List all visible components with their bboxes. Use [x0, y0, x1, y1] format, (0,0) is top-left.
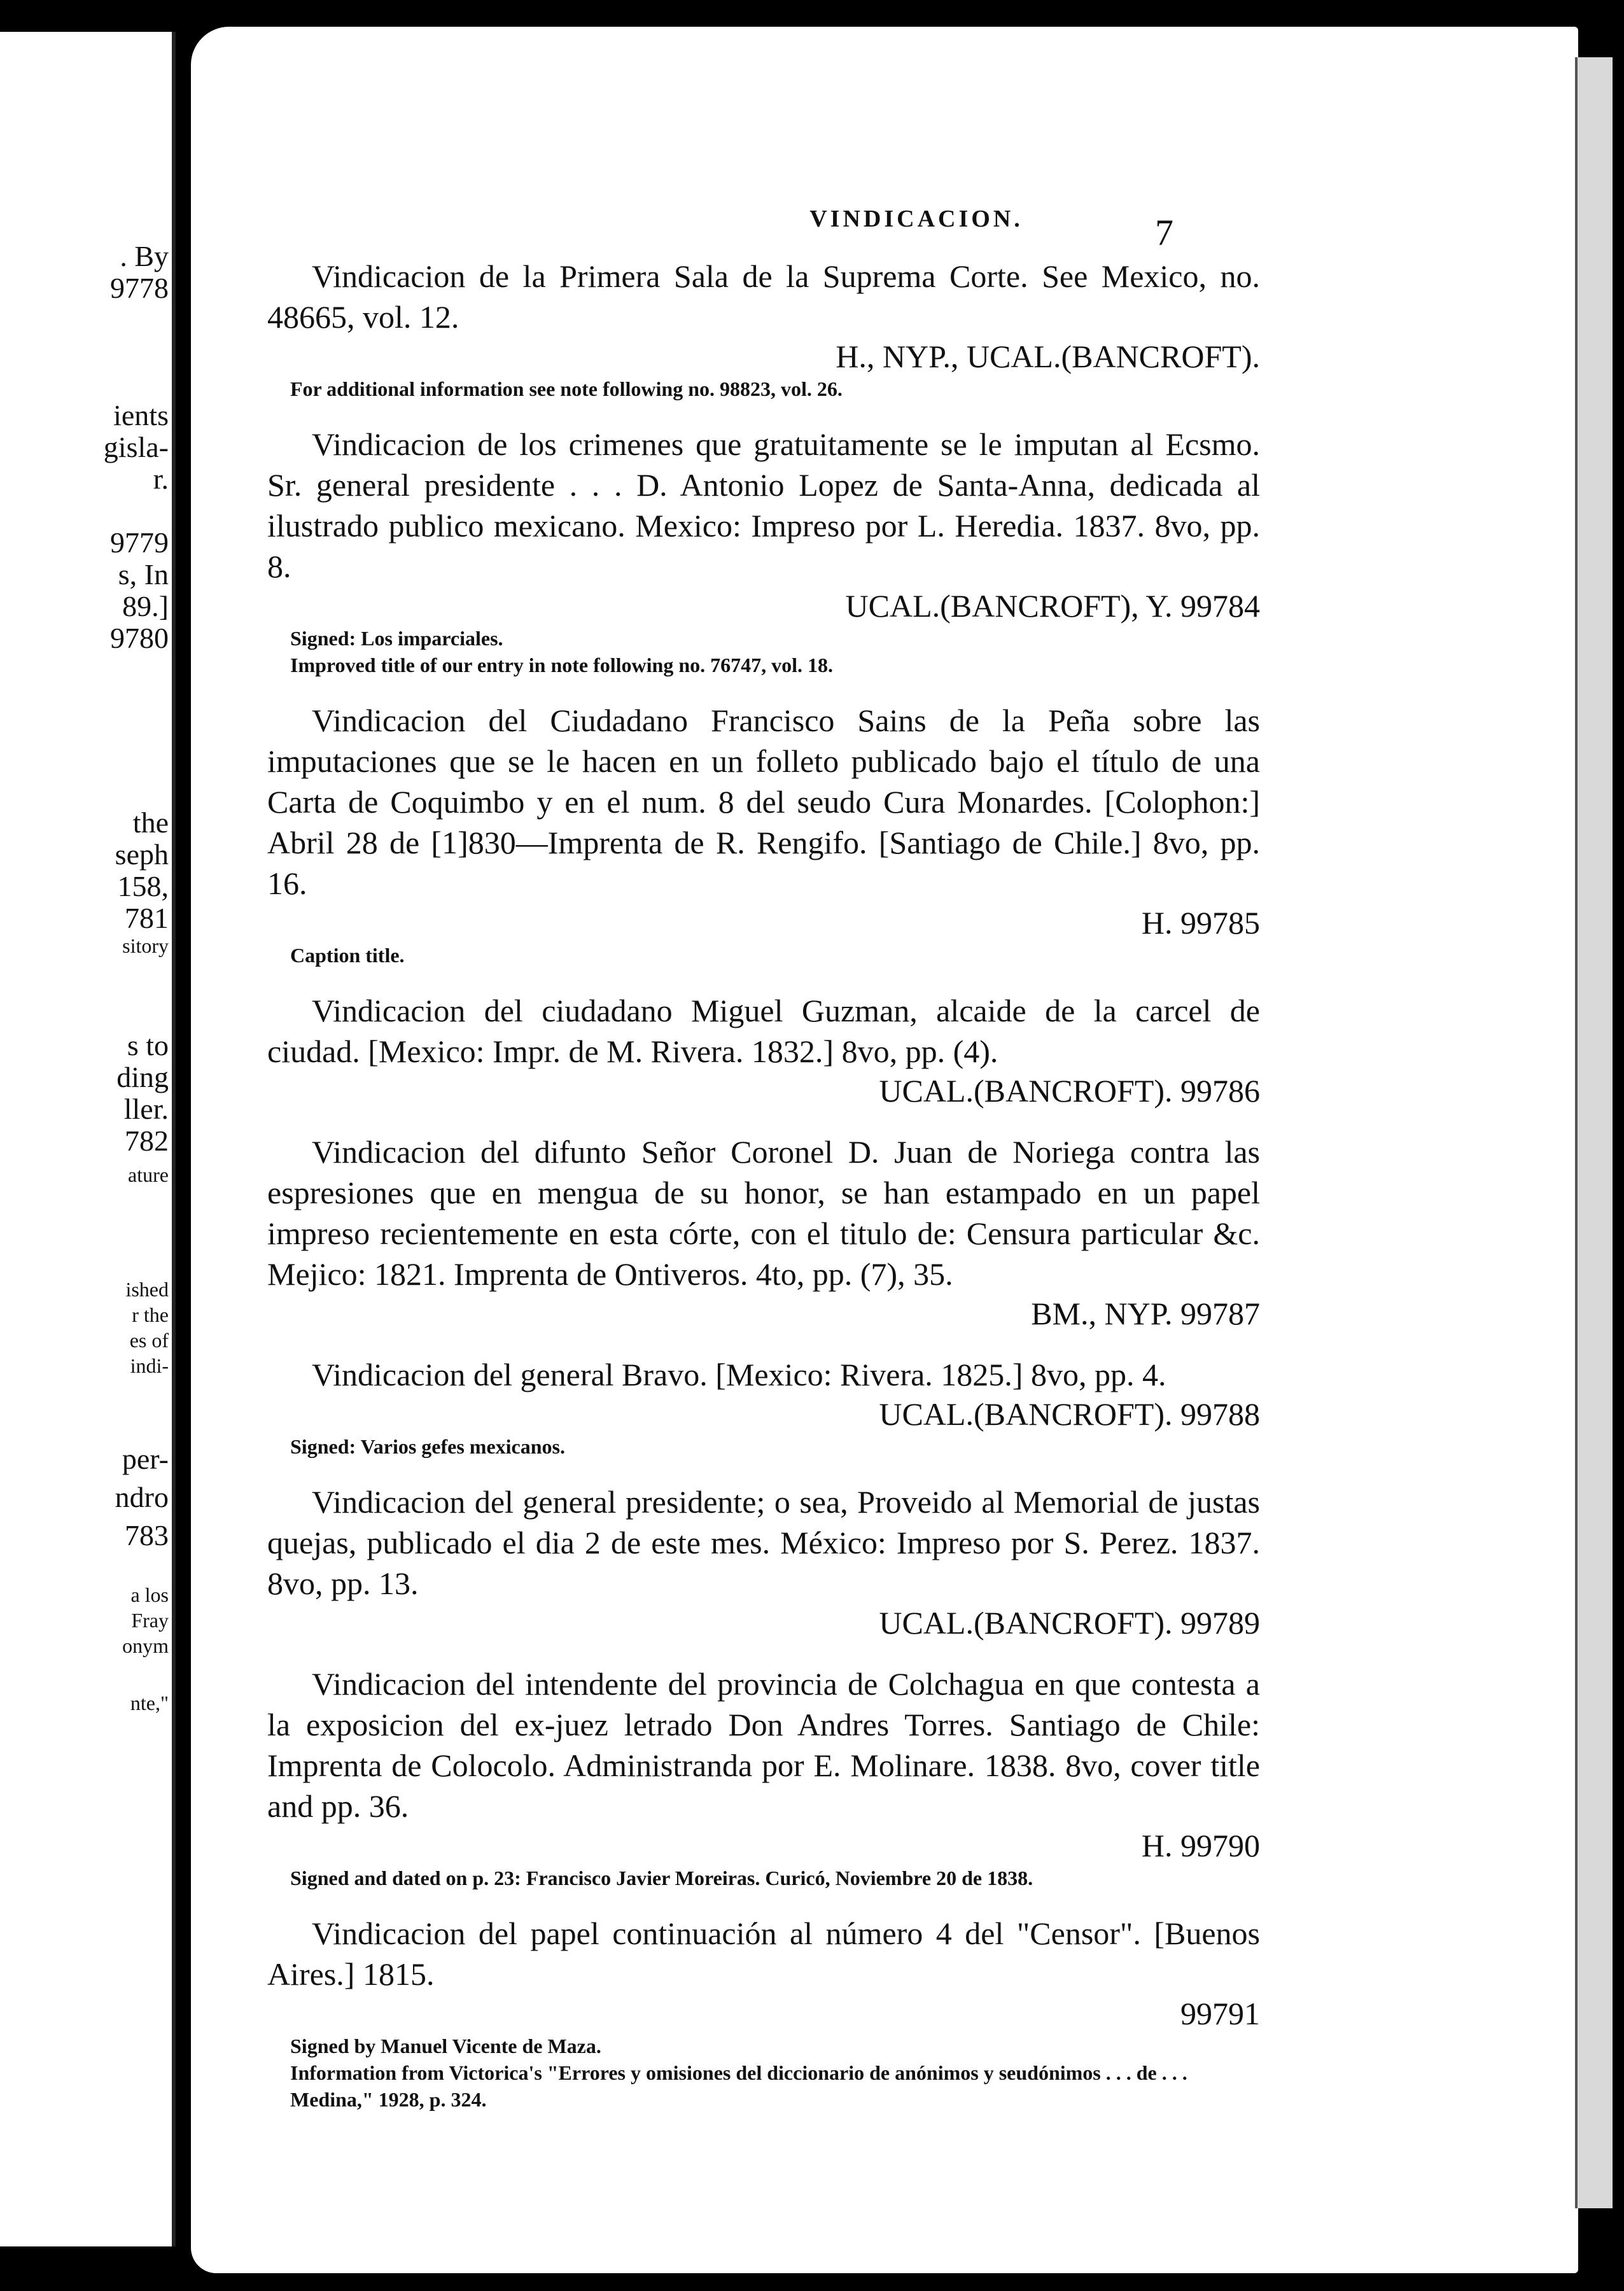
facing-page-text-fragment: 781	[125, 902, 169, 934]
facing-page-text-fragment: 9778	[110, 272, 169, 304]
facing-page-text-fragment: 158,	[117, 870, 169, 902]
entry-holdings-and-number: H. 99785	[1141, 905, 1260, 941]
entry-title: Vindicacion del papel continuación al número 4 del "Censor". [Buenos Aires.] 1815.	[267, 1916, 1260, 1992]
entry-holdings-and-number: UCAL.(BANCROFT). 99789	[879, 1605, 1260, 1641]
facing-page-text-fragment: ients	[113, 399, 169, 431]
catalog-entry	[267, 1664, 1260, 1891]
facing-page-text-fragment: ller.	[123, 1093, 169, 1125]
entry-holdings-and-number: H. 99790	[1141, 1828, 1260, 1863]
entry-note: Caption title.	[290, 944, 405, 967]
running-title: VINDICACION.	[809, 206, 1023, 232]
entry-title: Vindicacion del Ciudadano Francisco Sains de la Peña sobre las imputaciones que se le hacen en un folleto publicado bajo el título de una Carta de Coquimbo y en el num. 8 del seudo Cura Monardes. [Colophon:] Abril 28 de [1]830—Imprenta de R. Rengifo. [Santiago de Chile.] 8vo, pp. 16.	[267, 703, 1260, 901]
facing-page-text-fragment: seph	[115, 838, 169, 871]
facing-page-text-fragment: gisla-	[103, 431, 169, 463]
facing-page-fragment	[0, 32, 176, 2246]
facing-page-text-fragment: ished	[125, 1278, 169, 1301]
entry-list	[267, 256, 1260, 2134]
facing-page-text-fragment: ndro	[115, 1481, 169, 1513]
facing-page-text-fragment: indi-	[130, 1354, 169, 1377]
catalog-entry	[267, 1354, 1260, 1460]
facing-page-text-fragment: Fray	[131, 1609, 169, 1632]
facing-page-text-fragment: ature	[128, 1163, 169, 1186]
facing-page-text-fragment: onym	[122, 1634, 169, 1657]
entry-holdings-and-number: 99791	[1180, 1996, 1260, 2031]
facing-page-text-fragment: sitory	[122, 934, 169, 957]
facing-page-text-fragment: r the	[132, 1303, 169, 1326]
facing-page-text-fragment: 89.]	[122, 590, 169, 622]
facing-page-text-fragment: es of	[129, 1329, 169, 1352]
entry-title: Vindicacion del general Bravo. [Mexico: Rivera. 1825.] 8vo, pp. 4.	[312, 1357, 1166, 1392]
book-page	[191, 27, 1578, 2273]
page-number: 7	[1155, 212, 1173, 253]
facing-page-text-fragment: s to	[127, 1029, 169, 1061]
facing-page-text-fragment: r.	[153, 463, 169, 495]
entry-note: Information from Victorica's "Errores y omisiones del diccionario de anónimos y seudónimos . . . de . . . Medina," 1928, p. 324.	[290, 2061, 1187, 2111]
page-edge-stack	[1575, 57, 1613, 2208]
entry-holdings-and-number: UCAL.(BANCROFT), Y. 99784	[845, 588, 1260, 624]
facing-page-text-fragment: nte,"	[130, 1692, 169, 1714]
facing-page-text-fragment: ding	[116, 1061, 169, 1093]
facing-page-text-fragment: per-	[122, 1443, 169, 1475]
facing-page-text-fragment: 782	[125, 1124, 169, 1157]
facing-page-text-fragment: 783	[125, 1519, 169, 1552]
entry-title: Vindicacion del ciudadano Miguel Guzman, alcaide de la carcel de ciudad. [Mexico: Impr. de M. Rivera. 1832.] 8vo, pp. (4).	[267, 993, 1260, 1069]
catalog-entry	[267, 700, 1260, 969]
facing-page-text-fragment: . By	[120, 240, 169, 272]
catalog-entry	[267, 990, 1260, 1110]
entry-holdings-and-number: UCAL.(BANCROFT). 99788	[879, 1396, 1260, 1432]
entry-title: Vindicacion del difunto Señor Coronel D. Juan de Noriega contra las espresiones que en mengua de su honor, se han estampado en un papel impreso recientemente en esta córte, con el titulo de: Censura particular &c. Mejico: 1821. Imprenta de Ontiveros. 4to, pp. (7), 35.	[267, 1134, 1260, 1292]
catalog-entry	[267, 1913, 1260, 2113]
catalog-entry	[267, 424, 1260, 678]
entry-holdings-and-number: H., NYP., UCAL.(BANCROFT).	[836, 339, 1260, 374]
catalog-entry	[267, 1131, 1260, 1333]
entry-note: Signed: Varios gefes mexicanos.	[290, 1435, 565, 1458]
entry-holdings-and-number: BM., NYP. 99787	[1031, 1296, 1260, 1331]
entry-note: Signed: Los imparciales.	[290, 627, 503, 650]
facing-page-text-fragment: the	[132, 806, 169, 839]
entry-title: Vindicacion de la Primera Sala de la Suprema Corte. See Mexico, no. 48665, vol. 12.	[267, 258, 1260, 335]
facing-page-text-fragment: s, In	[118, 558, 169, 591]
facing-page-text-fragment: 9780	[110, 622, 169, 654]
facing-page-text-fragment: a los	[130, 1583, 169, 1606]
catalog-entry	[267, 1482, 1260, 1642]
entry-note: Signed by Manuel Vicente de Maza.	[290, 2035, 601, 2057]
entry-note: Improved title of our entry in note following no. 76747, vol. 18.	[290, 654, 834, 676]
entry-note: Signed and dated on p. 23: Francisco Javier Moreiras. Curicó, Noviembre 20 de 1838.	[290, 1867, 1033, 1889]
entry-title: Vindicacion del intendente del provincia de Colchagua en que contesta a la exposicion del ex-juez letrado Don Andres Torres. Santiago de Chile: Imprenta de Colocolo. Administranda por E. Molinare. 1838. 8vo, cover title and pp. 36.	[267, 1666, 1260, 1824]
facing-page-text-fragment: 9779	[110, 526, 169, 559]
entry-note: For additional information see note following no. 98823, vol. 26.	[290, 377, 843, 400]
entry-title: Vindicacion del general presidente; o sea, Proveido al Memorial de justas quejas, publicado el dia 2 de este mes. México: Impreso por S. Perez. 1837. 8vo, pp. 13.	[267, 1484, 1260, 1601]
entry-title: Vindicacion de los crimenes que gratuitamente se le imputan al Ecsmo. Sr. general presidente . . . D. Antonio Lopez de Santa-Anna, dedicada al ilustrado publico mexicano. Mexico: Impreso por L. Heredia. 1837. 8vo, pp. 8.	[267, 426, 1260, 584]
entry-holdings-and-number: UCAL.(BANCROFT). 99786	[879, 1073, 1260, 1109]
catalog-entry	[267, 256, 1260, 402]
